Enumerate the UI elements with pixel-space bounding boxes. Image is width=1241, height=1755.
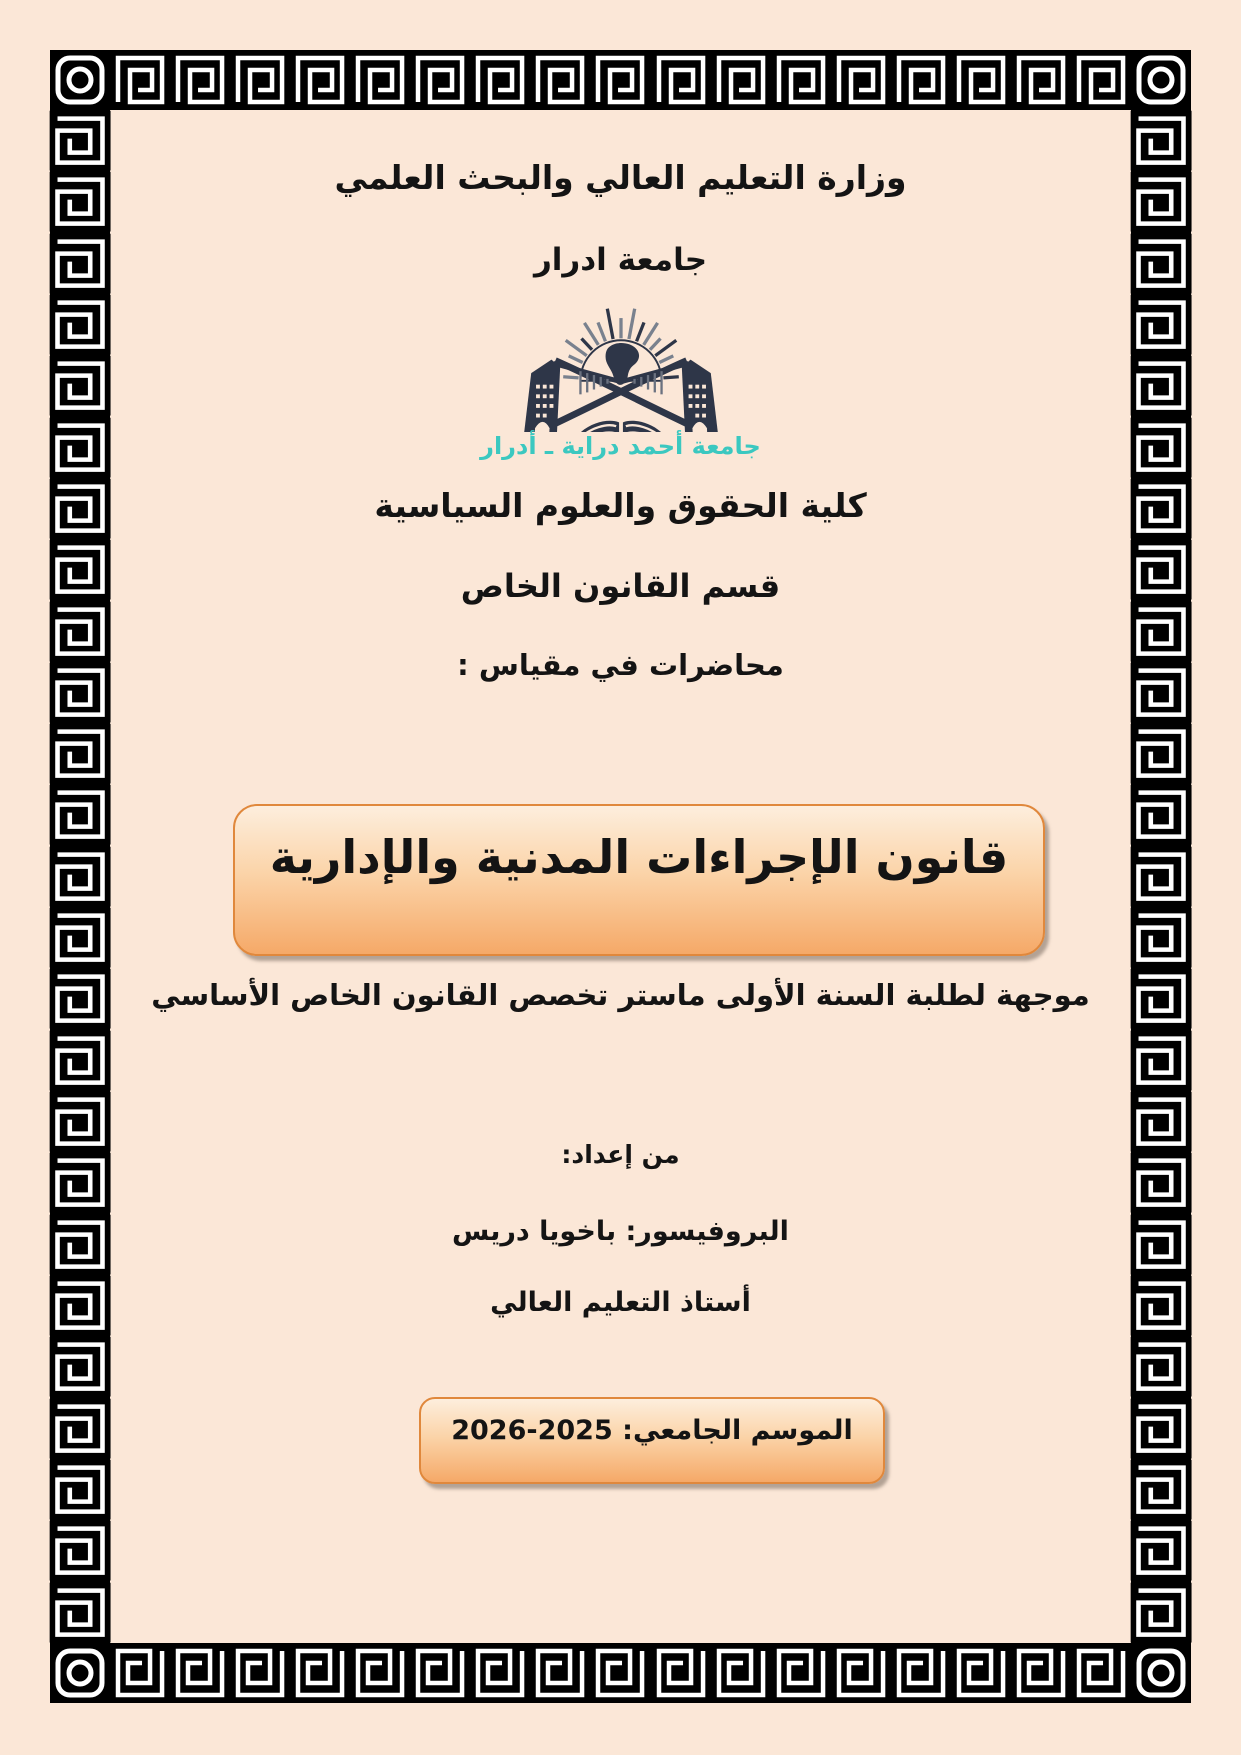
greek-key-tile: [50, 907, 110, 968]
university-logo: [0, 292, 1241, 460]
greek-key-tile: [410, 1643, 470, 1703]
greek-key-tile: [50, 723, 110, 784]
university-emblem-icon: [456, 292, 786, 432]
greek-key-tile: [711, 50, 771, 110]
greek-key-tile: [350, 1643, 410, 1703]
greek-key-tile: [1131, 1582, 1191, 1643]
greek-key-tile: [110, 50, 170, 110]
greek-key-tile: [410, 50, 470, 110]
greek-key-tile: [110, 1643, 170, 1703]
greek-key-tile: [831, 50, 891, 110]
greek-key-tile: [230, 1643, 290, 1703]
greek-key-tile: [1071, 50, 1131, 110]
greek-key-tile: [1131, 1520, 1191, 1581]
greek-key-tile: [1131, 723, 1191, 784]
prepared-by-label: من إعداد:: [561, 1140, 680, 1169]
border-corner-ornament: [1131, 1643, 1191, 1703]
greek-key-tile: [951, 50, 1011, 110]
greek-key-tile: [1131, 1459, 1191, 1520]
audience-line: موجهة لطلبة السنة الأولى ماستر تخصص القانون الخاص الأساسي: [151, 978, 1090, 1012]
greek-key-tile: [290, 50, 350, 110]
greek-key-tile: [170, 1643, 230, 1703]
greek-key-tile: [891, 50, 951, 110]
university-name: جامعة ادرار: [533, 242, 708, 278]
academic-year: الموسم الجامعي: 2025‏-‏2026: [451, 1415, 853, 1446]
greek-key-tile: [590, 1643, 650, 1703]
greek-key-tile: [470, 50, 530, 110]
greek-key-tile: [771, 50, 831, 110]
author-name: البروفيسور: باخويا دريس: [452, 1216, 789, 1247]
greek-key-tile: [50, 1398, 110, 1459]
greek-key-tile: [50, 1030, 110, 1091]
greek-key-tile: [1131, 1398, 1191, 1459]
greek-key-tile: [651, 1643, 711, 1703]
greek-key-tile: [1011, 50, 1071, 110]
greek-key-tile: [530, 1643, 590, 1703]
greek-key-tile: [891, 1643, 951, 1703]
greek-key-tile: [651, 50, 711, 110]
border-corner-ornament: [50, 1643, 110, 1703]
border-corner-ornament: [50, 50, 110, 110]
greek-key-tile: [50, 784, 110, 845]
greek-key-tile: [350, 50, 410, 110]
greek-key-tile: [1131, 784, 1191, 845]
border-band-bottom: [110, 1643, 1131, 1703]
department-name: قسم القانون الخاص: [460, 567, 781, 605]
lectures-label: محاضرات في مقياس :: [457, 648, 784, 682]
greek-key-tile: [230, 50, 290, 110]
academic-year-box: [419, 1397, 885, 1484]
greek-key-tile: [50, 1336, 110, 1397]
greek-key-tile: [50, 1520, 110, 1581]
greek-key-tile: [1011, 1643, 1071, 1703]
greek-key-tile: [1131, 1030, 1191, 1091]
ministry-title: وزارة التعليم العالي والبحث العلمي: [334, 158, 907, 197]
greek-key-tile: [1131, 907, 1191, 968]
greek-key-tile: [1071, 1643, 1131, 1703]
course-title: قانون الإجراءات المدنية والإدارية: [269, 830, 1009, 884]
border-corner-ornament: [1131, 50, 1191, 110]
author-rank: أستاذ التعليم العالي: [490, 1287, 751, 1318]
greek-key-tile: [290, 1643, 350, 1703]
greek-key-tile: [50, 1582, 110, 1643]
greek-key-tile: [590, 50, 650, 110]
border-band-top: [110, 50, 1131, 110]
greek-key-tile: [951, 1643, 1011, 1703]
greek-key-tile: [1131, 1336, 1191, 1397]
greek-key-tile: [530, 50, 590, 110]
greek-key-tile: [50, 1459, 110, 1520]
logo-caption: جامعة أحمد دراية ـ أدرار: [480, 432, 761, 460]
greek-key-tile: [711, 1643, 771, 1703]
greek-key-tile: [170, 50, 230, 110]
course-title-box: [233, 804, 1045, 956]
greek-key-tile: [50, 846, 110, 907]
open-book-icon: [553, 421, 688, 432]
faculty-name: كلية الحقوق والعلوم السياسية: [374, 486, 867, 525]
greek-key-tile: [470, 1643, 530, 1703]
greek-key-tile: [1131, 846, 1191, 907]
greek-key-tile: [771, 1643, 831, 1703]
greek-key-tile: [831, 1643, 891, 1703]
